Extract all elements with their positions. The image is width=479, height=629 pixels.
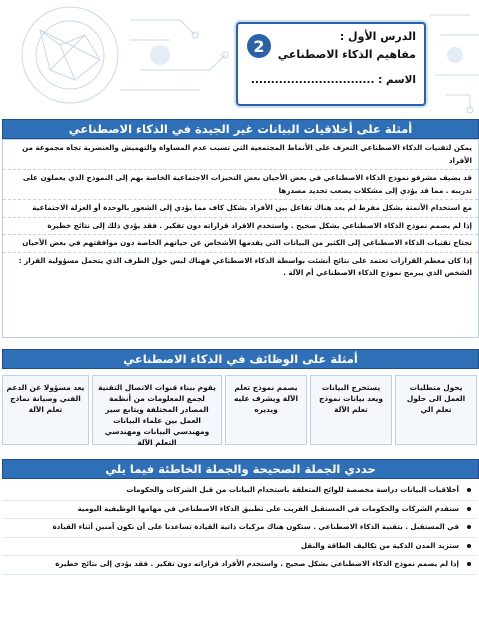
lesson-number-badge: 2 <box>247 34 271 58</box>
list-item: إذا لم يصمم نموذج الذكاء الاصطناعي بشكل صحيح . واستخدم الأفراد قراراته دون تفكير . فقد يؤدي إلى نتائج خطيرة <box>2 556 477 575</box>
list-item: ستزيد المدن الذكية من تكاليف الطاقة والنقل <box>2 538 477 557</box>
job-cell: يعد مسؤولا عن الدعم الفني وصيانة نماذج تعلم الآلة <box>2 375 89 445</box>
job-cell: يصمم نموذج تعلم الآلة ويشرف عليه ويديره <box>225 375 307 445</box>
bullet-icon <box>467 544 471 548</box>
job-cell: يحول متطلبات العمل الى حلول تعلم الي <box>395 375 477 445</box>
name-field[interactable]: الاسم : ............................... <box>250 74 416 86</box>
job-cell: يقوم ببناء قنوات الاتصال التقنية لجمع المعلومات من أنظمة المصادر المختلفة ويتابع سير العمل بين علماء البيانات ومهندسي البيانات ومهندسي التعلم الآلة <box>92 375 222 445</box>
bullet-icon <box>467 507 471 511</box>
list-item: إذا لم يصمم نموذج الذكاء الاصطناعي بشكل صحيح . واستخدم الافراد قراراته دون تفكير . فقد يؤدي ذلك إلى نتائج خطيرة <box>3 218 478 236</box>
list-item: في المستقبل . بتقنية الذكاء الاصطناعي . ستكون هناك مركبات ذاتية القيادة تساعدنا على أن نكون آمنين أثناء القيادة <box>2 519 477 538</box>
list-item: يمكن لتقنيات الذكاء الاصطناعي التعرف على الأنماط المجتمعية التي تسبب عدم المساواة والتهميش والعنصرية تجاه مجموعة من الأفراد <box>3 140 478 170</box>
examples-section-title: أمثلة على أخلاقيات البيانات غير الجيدة في الذكاء الاصطناعي <box>2 119 479 139</box>
list-item: قد يضيف مشرفو نموذج الذكاء الاصطناعي في بعض الأحيان بعض التحيزات الاجتماعية الخاصة بهم إلى النموذج الذي يعملون على تدريبه . مما قد يؤدي إلى مشكلات يصعب تحديد مصدرها <box>3 170 478 200</box>
list-item: مع استخدام الأتمتة بشكل مفرط لم يعد هناك تفاعل بين الأفراد بشكل كاف مما يؤدي إلى الشعور بالوحدة أو العزلة الاجتماعية <box>3 200 478 218</box>
statements-section-title: حددي الجملة الصحيحة والجملة الخاطئة فيما يلي <box>2 459 479 479</box>
bullet-icon <box>467 488 471 492</box>
jobs-cells <box>2 375 477 445</box>
list-item: أخلاقيات البيانات دراسة مخصصة للوائح المتعلقة باستخدام البيانات من قبل الشركات والحكومات <box>2 482 477 501</box>
bullet-icon <box>467 562 471 566</box>
lesson-title: مفاهيم الذكاء الاصطناعي <box>277 48 416 61</box>
lesson-title-box <box>236 22 426 106</box>
list-item: تحتاج تقنيات الذكاء الاصطناعي إلى الكثير من البيانات التي يقدمها الأشخاص عن حياتهم الخاصة دون موافقتهم في بعض الأحيان <box>3 235 478 253</box>
jobs-section-title: أمثلة على الوظائف في الذكاء الاصطناعي <box>2 349 479 369</box>
list-item: إذا كان معظم القرارات تعتمد على نتائج أنشئت بواسطة الذكاء الاصطناعي فهناك لبس حول الطرف الذي يتحمل مسؤولية القرار : الشخص الذي يبرمج نموذج الذكاء الاصطناعي أم الآلة . <box>18 255 472 277</box>
examples-list <box>2 139 479 338</box>
bullet-icon <box>467 525 471 529</box>
job-cell: يستخرج البيانات ويعد بيانات نموذج تعلم الآلة <box>310 375 392 445</box>
lesson-label: الدرس الأول : <box>339 30 416 43</box>
statements-list <box>2 482 477 622</box>
list-item: ستقدم الشركات والحكومات في المستقبل القريب على تطبيق الذكاء الاصطناعي في مهامها الوظيفية اليومية <box>2 501 477 520</box>
